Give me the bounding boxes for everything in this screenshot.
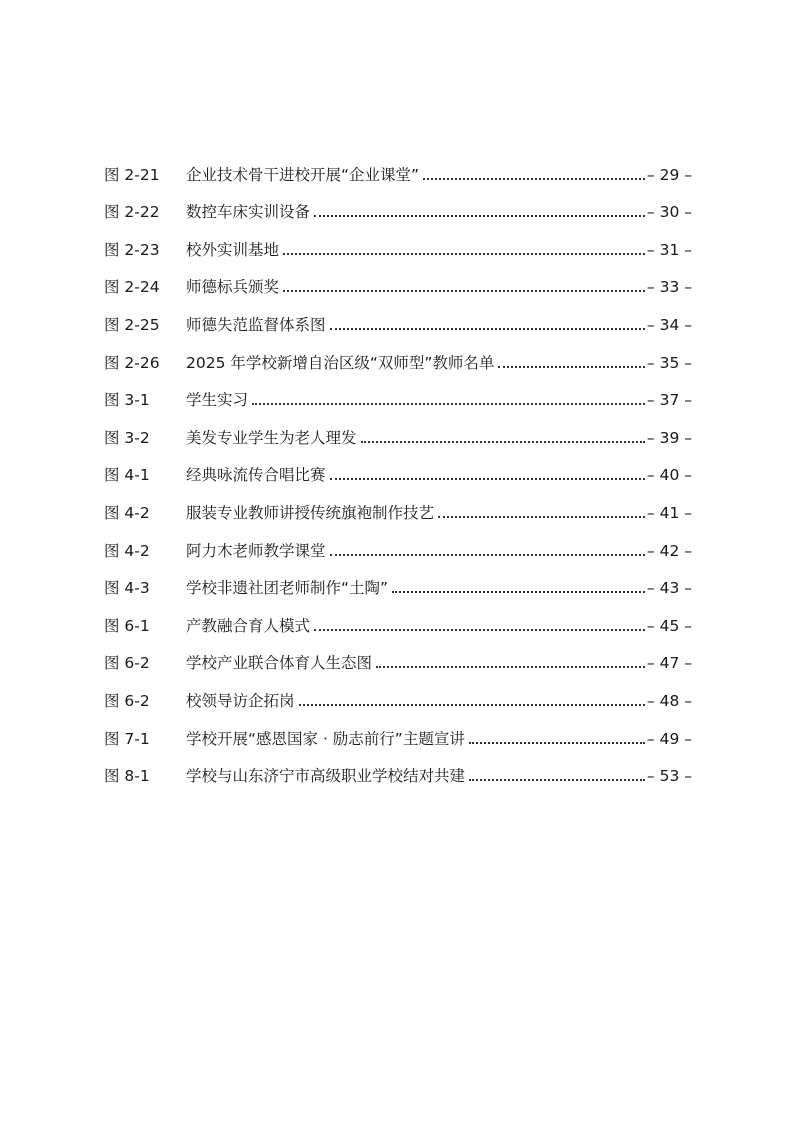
- figure-number: 图 7-1: [104, 729, 150, 748]
- page-number: – 48 –: [646, 691, 692, 710]
- page-number: – 39 –: [646, 428, 692, 447]
- dot-leader: [438, 516, 645, 518]
- page-number: – 49 –: [646, 729, 692, 748]
- page-number: – 35 –: [646, 353, 692, 372]
- figure-title: 师德失范监督体系图: [186, 315, 326, 334]
- page-number: – 31 –: [646, 240, 692, 259]
- figure-number: 图 4-2: [104, 541, 150, 560]
- figure-title: 经典咏流传合唱比赛: [186, 466, 326, 485]
- figure-title: 学校产业联合体育人生态图: [186, 654, 373, 673]
- figure-title: 产教融合育人模式: [186, 616, 311, 635]
- figure-number: 图 4-3: [104, 579, 150, 598]
- figure-number: 图 2-23: [104, 240, 160, 259]
- list-item[interactable]: [104, 672, 692, 710]
- figure-title: 阿力木老师教学课堂: [186, 541, 326, 560]
- figure-title: 2025 年学校新增自治区级“双师型”教师名单: [186, 353, 495, 372]
- list-item[interactable]: [104, 597, 692, 635]
- list-item[interactable]: [104, 259, 692, 297]
- figure-title: 美发专业学生为老人理发: [186, 428, 357, 447]
- dot-leader: [252, 403, 645, 405]
- list-item[interactable]: [104, 447, 692, 485]
- figure-title: 学校与山东济宁市高级职业学校结对共建: [186, 767, 466, 786]
- dot-leader: [283, 290, 645, 292]
- dot-leader: [469, 742, 645, 744]
- figure-number: 图 2-22: [104, 203, 160, 222]
- figure-number: 图 6-2: [104, 654, 150, 673]
- figure-title: 学校开展“感恩国家 · 励志前行”主题宣讲: [186, 729, 465, 748]
- figure-number: 图 3-1: [104, 391, 150, 410]
- page-number: – 30 –: [646, 203, 692, 222]
- dot-leader: [330, 554, 645, 556]
- figure-title: 校领导访企拓岗: [186, 691, 295, 710]
- dot-leader: [498, 366, 644, 368]
- figure-number: 图 6-1: [104, 616, 150, 635]
- figure-number: 图 2-24: [104, 278, 160, 297]
- page-number: – 43 –: [646, 579, 692, 598]
- page-number: – 42 –: [646, 541, 692, 560]
- page-number: – 29 –: [646, 165, 692, 184]
- figure-title: 学生实习: [186, 391, 249, 410]
- dot-leader: [423, 178, 645, 180]
- list-item[interactable]: [104, 635, 692, 673]
- list-item[interactable]: [104, 409, 692, 447]
- list-item[interactable]: [104, 710, 692, 748]
- page-number: – 34 –: [646, 315, 692, 334]
- page-number: – 45 –: [646, 616, 692, 635]
- figure-title: 学校非遗社团老师制作“土陶”: [186, 579, 389, 598]
- list-item[interactable]: [104, 484, 692, 522]
- figure-list: [104, 146, 692, 785]
- figure-number: 图 2-21: [104, 165, 160, 184]
- figure-number: 图 4-2: [104, 503, 150, 522]
- dot-leader: [330, 328, 645, 330]
- figure-number: 图 2-25: [104, 315, 160, 334]
- list-item[interactable]: [104, 560, 692, 598]
- list-item[interactable]: [104, 221, 692, 259]
- figure-title: 数控车床实训设备: [186, 203, 311, 222]
- dot-leader: [361, 441, 645, 443]
- page-number: – 40 –: [646, 466, 692, 485]
- dot-leader: [314, 215, 645, 217]
- dot-leader: [299, 704, 645, 706]
- list-item[interactable]: [104, 334, 692, 372]
- figure-number: 图 4-1: [104, 466, 150, 485]
- list-item[interactable]: [104, 522, 692, 560]
- list-item[interactable]: [104, 296, 692, 334]
- figure-title: 师德标兵颁奖: [186, 278, 280, 297]
- dot-leader: [469, 779, 645, 781]
- dot-leader: [392, 591, 645, 593]
- figure-number: 图 6-2: [104, 691, 150, 710]
- figure-title: 校外实训基地: [186, 240, 280, 259]
- list-item[interactable]: [104, 372, 692, 410]
- figure-title: 企业技术骨干进校开展“企业课堂”: [186, 165, 420, 184]
- page-number: – 33 –: [646, 278, 692, 297]
- figure-title: 服装专业教师讲授传统旗袍制作技艺: [186, 503, 435, 522]
- list-item[interactable]: [104, 146, 692, 184]
- list-item[interactable]: [104, 184, 692, 222]
- page-number: – 41 –: [646, 503, 692, 522]
- page-number: – 53 –: [646, 767, 692, 786]
- dot-leader: [330, 478, 645, 480]
- figure-number: 图 8-1: [104, 767, 150, 786]
- dot-leader: [376, 666, 645, 668]
- page-number: – 37 –: [646, 391, 692, 410]
- dot-leader: [283, 253, 645, 255]
- figure-number: 图 3-2: [104, 428, 150, 447]
- list-item[interactable]: [104, 748, 692, 786]
- figure-number: 图 2-26: [104, 353, 160, 372]
- page-number: – 47 –: [646, 654, 692, 673]
- dot-leader: [314, 629, 645, 631]
